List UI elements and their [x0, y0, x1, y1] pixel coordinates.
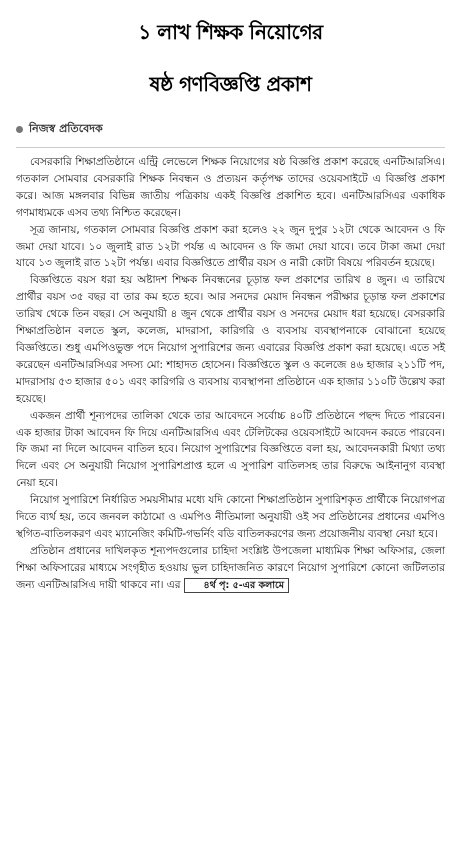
- paragraph-2: সূত্র জানায়, গতকাল সোমবার বিজ্ঞপ্তি প্রকাশ করা হলেও ২২ জুন দুপুর ১২টা থেকে আবেদন ও ফি জমা দেয়া যাবে। ১০ জুলাই রাত ১২টা পর্যন্ত এ আবেদন ও ফি জমা দেয়া যাবে। তবে টাকা জমা দেয়া যাবে ১৩ জুলাই রাত ১২টা পর্যন্ত। এবার বিজ্ঞপ্তিতে প্রার্থীর বয়স ও নারী কোটা বিষয়ে পরিবর্তন হয়েছে।: [16, 223, 445, 270]
- article-body: [16, 154, 445, 594]
- byline: [16, 120, 445, 139]
- paragraph-4: একজন প্রার্থী শূন্যপদের তালিকা থেকে তার আবেদনে সর্বোচ্চ ৪০টি প্রতিষ্ঠানে পছন্দ দিতে পারবেন। এক হাজার টাকা আবেদন ফি দিয়ে এনটিআরসিএ এবং টেলিটকের ওয়েবসাইটে আবেদন করতে পারবেন। ফি জমা না দিলে আবেদন বাতিল হবে। নিয়োগ সুপারিশের বিজ্ঞপ্তিতে বলা হয়, আবেদনকারী মিথ্যা তথ্য দিলে এবং সে অনুযায়ী নিয়োগ সুপারিশপ্রাপ্ত হলে এ সুপারিশ বাতিলসহ তার বিরুদ্ধে আইনানুগ ব্যবস্থা নেয়া হবে।: [16, 409, 445, 490]
- divider: [16, 147, 445, 148]
- paragraph-6: [16, 543, 445, 594]
- paragraph-3: বিজ্ঞপ্তিতে বয়স ধরা হয় অষ্টাদশ শিক্ষক নিবন্ধনের চূড়ান্ত ফল প্রকাশের তারিখ ৪ জুন। এ তারিখে প্রার্থীর বয়স ৩৫ বছর বা তার কম হতে হবে। আর সনদের মেয়াদ নিবন্ধন পরীক্ষার চূড়ান্ত ফল প্রকাশের তারিখ থেকে তিন বছর। সে অনুযায়ী ৪ জুন থেকে প্রার্থীর বয়স ও সনদের মেয়াদ ধরা হয়েছে। বেসরকারি শিক্ষাপ্রতিষ্ঠান বলতে স্কুল, কলেজ, মাদরাসা, কারিগরি ও ব্যবসায় ব্যবস্থাপনাকে বোঝানো হয়েছে বিজ্ঞপ্তিতে। শুধু এমপিওভুক্ত পদে নিয়োগ সুপারিশের জন্য এবারের বিজ্ঞপ্তি প্রকাশ করা হয়েছে। এতে সই করেছেন এনটিআরসিএর সদস্য মো: শাহাদত হোসেন। বিজ্ঞপ্তিতে স্কুল ও কলেজে ৪৬ হাজার ২১১টি পদ, মাদরাসায় ৫৩ হাজার ৫০১ এবং কারিগরি ও ব্যবসায় ব্যবস্থাপনা প্রতিষ্ঠানে এক হাজার ১১০টি উল্লেখ করা হয়েছে।: [16, 274, 445, 405]
- byline-text: নিজস্ব প্রতিবেদক: [29, 122, 103, 135]
- paragraph-1: বেসরকারি শিক্ষাপ্রতিষ্ঠানে এন্ট্রি লেভেলে শিক্ষক নিয়োগের ষষ্ঠ বিজ্ঞপ্তি প্রকাশ করেছে এনটিআরসিএ। গতকাল সোমবার বেসরকারি শিক্ষক নিবন্ধন ও প্রত্যয়ন কর্তৃপক্ষ তাদের ওয়েবসাইটে এ বিজ্ঞপ্তি প্রকাশ করে। আজ মঙ্গলবার বিভিন্ন জাতীয় পত্রিকায় একই বিজ্ঞপ্তি প্রকাশিত হবে। এনটিআরসিএর একাধিক গণমাধ্যমকে এসব তথ্য নিশ্চিত করেছেন।: [16, 156, 445, 219]
- headline: [16, 6, 445, 110]
- headline-line-2: ষষ্ঠ গণবিজ্ঞপ্তি প্রকাশ: [149, 72, 312, 96]
- headline-line-1: ১ লাখ শিক্ষক নিয়োগের: [138, 20, 323, 44]
- paragraph-6-text: প্রতিষ্ঠান প্রধানের দাখিলকৃত শূন্যপদগুলোর চাহিদা সংশ্লিষ্ট উপজেলা মাধ্যমিক শিক্ষা অফিসার, জেলা শিক্ষা অফিসারের মাধ্যমে সংগৃহীত হওয়ায় ভুল চাহিদাজনিত কারণে নিয়োগ সুপারিশে কোনো জটিলতার জন্য এনটিআরসিএ দায়ী থাকবে না। এর: [16, 544, 445, 591]
- continuation-tag: ৪র্থ পৃ: ৫-এর কলামে: [184, 578, 289, 593]
- byline-bullet-icon: [16, 126, 23, 133]
- paragraph-5: নিয়োগ সুপারিশে নির্ধারিত সময়সীমার মধ্যে যদি কোনো শিক্ষাপ্রতিষ্ঠান সুপারিশকৃত প্রার্থীকে নিয়োগপত্র দিতে ব্যর্থ হয়, তবে জনবল কাঠামো ও এমপিও নীতিমালা অনুযায়ী ওই সব প্রতিষ্ঠানের প্রধানের এমপিও স্থগিত-বাতিলকরণ এবং ম্যানেজিং কমিটি-গভর্নিং বডি বাতিলকরণের জন্য প্রয়োজনীয় ব্যবস্থা নেয়া হবে।: [16, 494, 445, 540]
